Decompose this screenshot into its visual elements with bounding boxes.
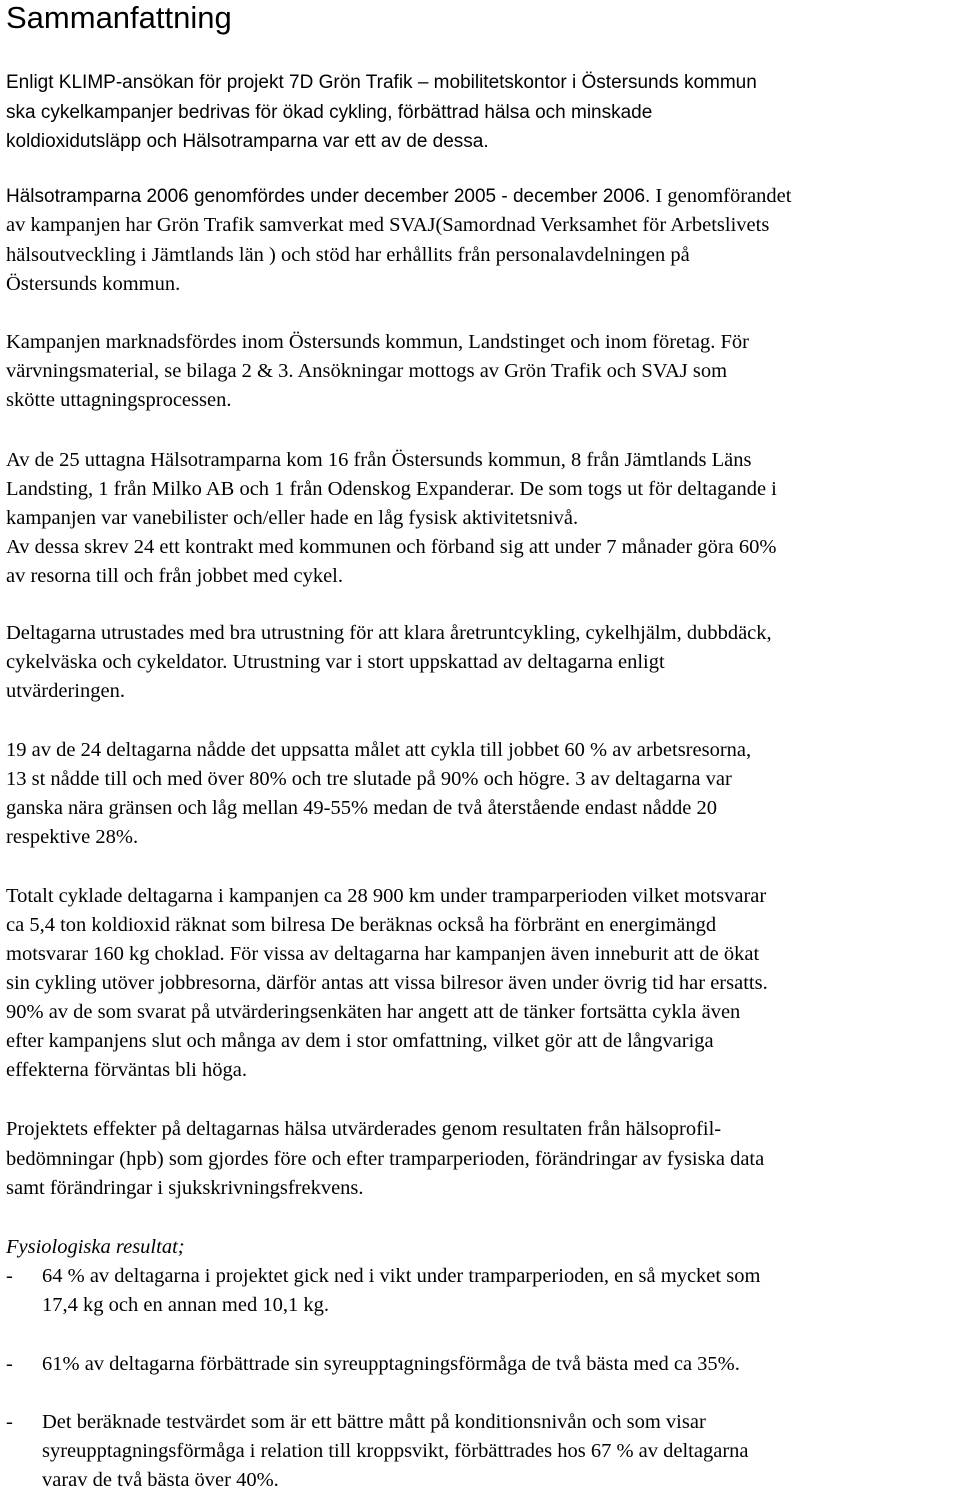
paragraph-3-line: värvningsmaterial, se bilaga 2 & 3. Ansökningar mottogs av Grön Trafik och SVAJ som xyxy=(6,360,728,382)
subheading-physiological-results: Fysiologiska resultat; xyxy=(6,1236,185,1258)
paragraph-7-line: Totalt cyklade deltagarna i kampanjen ca 28 900 km under tramparperioden vilket motsvarar xyxy=(6,885,767,907)
bullet-3-line: syreupptagningsförmåga i relation till kroppsvikt, förbättrades hos 67 % av deltagarna xyxy=(42,1440,749,1462)
bullet-marker: - xyxy=(6,1411,13,1433)
paragraph-4-line: kampanjen var vanebilister och/eller hade en låg fysisk aktivitetsnivå. xyxy=(6,507,579,529)
paragraph-7-line: effekterna förväntas bli höga. xyxy=(6,1059,247,1081)
bullet-marker: - xyxy=(6,1353,13,1375)
paragraph-4-line: Landsting, 1 från Milko AB och 1 från Odenskog Expanderar. De som togs ut för deltagande i xyxy=(6,478,777,500)
paragraph-7-line: sin cykling utöver jobbresorna, därför antas att vissa bilresor även under övrig tid har ersatts. xyxy=(6,972,768,994)
paragraph-7-line: 90% av de som svarat på utvärderingsenkäten har angett att de tänker fortsätta cykla även xyxy=(6,1001,741,1023)
bullet-1-line: 64 % av deltagarna i projektet gick ned i vikt under tramparperioden, en så mycket som xyxy=(42,1265,761,1287)
paragraph-7-line: motsvarar 160 kg choklad. För vissa av deltagarna har kampanjen även inneburit att de ökat xyxy=(6,943,760,965)
paragraph-8-line: samt förändringar i sjukskrivningsfrekvens. xyxy=(6,1177,364,1199)
paragraph-2-line: hälsoutveckling i Jämtlands län ) och stöd har erhållits från personalavdelningen på xyxy=(6,244,690,266)
paragraph-4-line: av resorna till och från jobbet med cykel. xyxy=(6,565,343,587)
bullet-marker: - xyxy=(6,1265,13,1287)
paragraph-4-line: Av de 25 uttagna Hälsotramparna kom 16 från Östersunds kommun, 8 från Jämtlands Läns xyxy=(6,449,752,471)
bullet-3-line: Det beräknade testvärdet som är ett bättre mått på konditionsnivån och som visar xyxy=(42,1411,706,1433)
bullet-3-line: varav de två bästa över 40%. xyxy=(42,1469,279,1491)
paragraph-3-line: skötte uttagningsprocessen. xyxy=(6,389,232,411)
paragraph-6-line: ganska nära gränsen och låg mellan 49-55% medan de två återstående endast nådde 20 xyxy=(6,797,717,819)
bullet-1-line: 17,4 kg och en annan med 10,1 kg. xyxy=(42,1294,329,1316)
paragraph-2-line: Östersunds kommun. xyxy=(6,273,181,295)
paragraph-8-line: Projektets effekter på deltagarnas hälsa utvärderades genom resultaten från hälsoprofil- xyxy=(6,1118,722,1140)
paragraph-4-line: Av dessa skrev 24 ett kontrakt med kommunen och förband sig att under 7 månader göra 60% xyxy=(6,536,777,558)
paragraph-3-line: Kampanjen marknadsfördes inom Östersunds kommun, Landstinget och inom företag. För xyxy=(6,331,749,353)
paragraph-2-lead-cont: I genomförandet xyxy=(650,185,792,207)
paragraph-1-line: ska cykelkampanjer bedrivas för ökad cykling, förbättrad hälsa och minskade xyxy=(6,102,653,123)
paragraph-2-line: av kampanjen har Grön Trafik samverkat med SVAJ(Samordnad Verksamhet för Arbetslivets xyxy=(6,214,770,236)
paragraph-7-line: efter kampanjens slut och många av dem i stor omfattning, vilket gör att de långvariga xyxy=(6,1030,714,1052)
bullet-2-line: 61% av deltagarna förbättrade sin syreupptagningsförmåga de två bästa med ca 35%. xyxy=(42,1353,740,1375)
paragraph-6-line: 19 av de 24 deltagarna nådde det uppsatta målet att cykla till jobbet 60 % av arbetsresorna, xyxy=(6,739,752,761)
paragraph-7-line: ca 5,4 ton koldioxid räknat som bilresa De beräknas också ha förbränt en energimängd xyxy=(6,914,717,936)
paragraph-5-line: cykelväska och cykeldator. Utrustning var i stort uppskattad av deltagarna enligt xyxy=(6,651,665,673)
paragraph-5-line: Deltagarna utrustades med bra utrustning för att klara åretruntcykling, cykelhjälm, dubbdäck, xyxy=(6,622,772,644)
paragraph-8-line: bedömningar (hpb) som gjordes före och efter tramparperioden, förändringar av fysiska data xyxy=(6,1148,765,1170)
paragraph-1-line: koldioxidutsläpp och Hälsotramparna var ett av de dessa. xyxy=(6,131,489,152)
page-title: Sammanfattning xyxy=(6,0,232,35)
paragraph-6-line: respektive 28%. xyxy=(6,826,139,848)
paragraph-6-line: 13 st nådde till och med över 80% och tre slutade på 90% och högre. 3 av deltagarna var xyxy=(6,768,732,790)
paragraph-1-line: Enligt KLIMP-ansökan för projekt 7D Grön Trafik – mobilitetskontor i Östersunds kommun xyxy=(6,72,757,93)
paragraph-2-lead: Hälsotramparna 2006 genomfördes under december 2005 - december 2006. xyxy=(6,186,651,207)
paragraph-5-line: utvärderingen. xyxy=(6,680,125,702)
paragraph-2-line xyxy=(6,182,791,211)
